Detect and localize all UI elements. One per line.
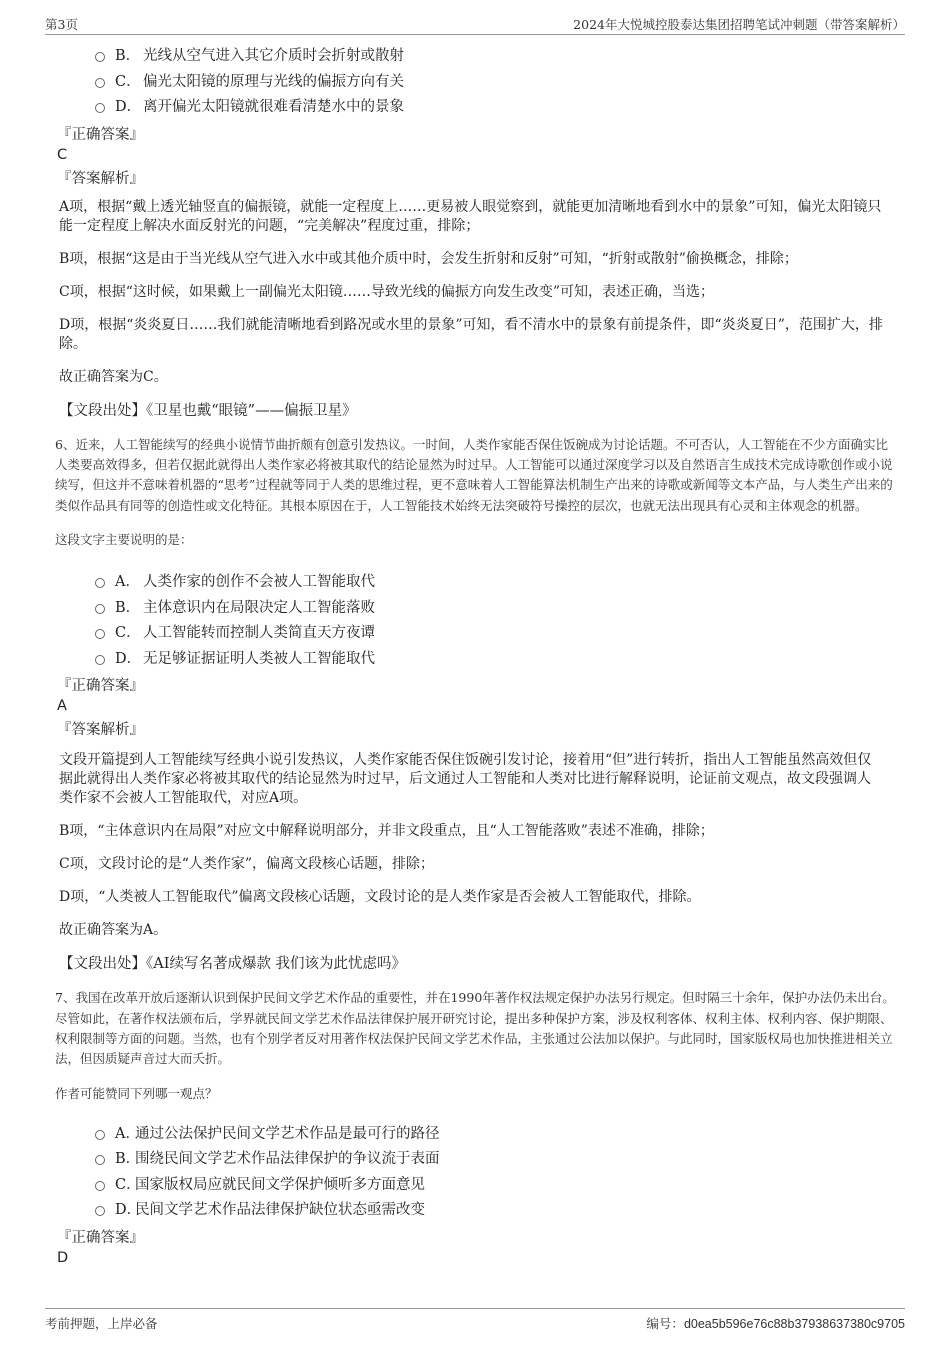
q5-analysis-b: B项，根据“这是由于当光线从空气进入水中或其他介质中时，会发生折射和反射”可知，“折射或散射”偷换概念，排除；	[59, 250, 798, 267]
q7-option-b[interactable]: B． 围绕民间文学艺术作品法律保护的争议流于表面	[95, 1147, 900, 1173]
q6-answer: A	[57, 698, 67, 715]
q6-option-a[interactable]: A． 人类作家的创作不会被人工智能取代	[95, 570, 900, 596]
q6-analysis-b: B项，“主体意识内在局限”对应文中解释说明部分，并非文段重点，且“人工智能落败”表述不准确，排除；	[59, 823, 714, 840]
q6-option-c[interactable]: C． 人工智能转而控制人类简直天方夜谭	[95, 621, 900, 647]
q7-option-c[interactable]: C． 国家版权局应就民间文学保护倾听多方面意见	[95, 1173, 900, 1199]
radio-button-icon[interactable]	[95, 629, 105, 639]
document-code: 编号：d0ea5b596e76c88b37938637380c9705	[646, 1316, 905, 1331]
radio-button-icon[interactable]	[95, 1181, 105, 1191]
radio-button-icon[interactable]	[95, 655, 105, 665]
radio-button-icon[interactable]	[95, 1206, 105, 1216]
radio-button-icon[interactable]	[95, 103, 105, 113]
radio-button-icon[interactable]	[95, 1155, 105, 1165]
q6-options	[95, 570, 900, 672]
radio-button-icon[interactable]	[95, 1130, 105, 1140]
document-body	[55, 44, 900, 1268]
q6-analysis-main: 文段开篇提到人工智能续写经典小说引发热议，人类作家能否保住饭碗引发讨论，接着用“但”进行转折，指出人工智能虽然高效但仅据此就得出人类作家必将被其取代的结论显然为时过早，后文通过人工智能和人类对比进行解释说明，论证前文观点，故文段强调人类作家不会被人工智能取代，对应A项。	[59, 752, 872, 807]
q7-option-a[interactable]: A． 通过公法保护民间文学艺术作品是最可行的路径	[95, 1122, 900, 1148]
q7-option-d[interactable]: D． 民间文学艺术作品法律保护缺位状态亟需改变	[95, 1198, 900, 1224]
q5-option-d[interactable]: D． 离开偏光太阳镜就很难看清楚水中的景象	[95, 95, 900, 121]
page-number: 第3页	[45, 17, 78, 32]
page-header	[45, 12, 905, 35]
q5-option-b[interactable]: B． 光线从空气进入其它介质时会折射或散射	[95, 44, 900, 70]
q6-question: 6、近来，人工智能续写的经典小说情节曲折颇有创意引发热议。一时间，人类作家能否保住饭碗成为讨论话题。不可否认，人工智能在不少方面确实比人类要高效得多，但若仅据此就得出人类作家必将被其取代的结论显然为时过早。人工智能可以通过深度学习以及自然语言生成技术完成诗歌创作或小说续写，但这并不意味着机器的“思考”过程就等同于人类的思维过程，更不意味着人工智能算法机制生产出来的诗歌或新闻等文本产品，与人类生产出来的类似作品具有同等的创造性或文化特征。其根本原因在于，人工智能技术始终无法突破符号操控的层次，也就无法出现具有心灵和主体观念的机器。	[55, 436, 893, 513]
q5-source: 【文段出处】《卫星也戴“眼镜”——偏振卫星》	[59, 402, 357, 419]
q6-option-b[interactable]: B． 主体意识内在局限决定人工智能落败	[95, 596, 900, 622]
radio-button-icon[interactable]	[95, 52, 105, 62]
q7-answer-label: 『正确答案』	[57, 1229, 144, 1246]
q7-prompt: 作者可能赞同下列哪一观点？	[55, 1085, 218, 1101]
q6-analysis-d: D项，“人类被人工智能取代”偏离文段核心话题，文段讨论的是人类作家是否会被人工智能取代，排除。	[59, 889, 701, 906]
q6-analysis-c: C项，文段讨论的是“人类作家”，偏离文段核心话题，排除；	[59, 856, 435, 873]
q7-answer: D	[57, 1249, 69, 1266]
q5-analysis-d: D项，根据“炎炎夏日……我们就能清晰地看到路况或水里的景象”可知，看不清水中的景象有前提条件，即“炎炎夏日”，范围扩大，排除。	[59, 316, 883, 352]
q6-source: 【文段出处】《AI续写名著成爆款 我们该为此忧虑吗》	[59, 956, 407, 973]
radio-button-icon[interactable]	[95, 78, 105, 88]
q6-option-d[interactable]: D． 无足够证据证明人类被人工智能取代	[95, 647, 900, 673]
page-footer	[45, 1308, 905, 1339]
q5-option-c[interactable]: C． 偏光太阳镜的原理与光线的偏振方向有关	[95, 70, 900, 96]
q6-prompt: 这段文字主要说明的是：	[55, 531, 193, 547]
q5-options	[95, 44, 900, 121]
q5-conclusion: 故正确答案为C。	[59, 368, 168, 385]
q5-analysis-a: A项，根据“戴上透光轴竖直的偏振镜，就能一定程度上……更易被人眼觉察到，就能更加清晰地看到水中的景象”可知，偏光太阳镜只能一定程度上解决水面反射光的问题，“完美解决”程度过重，排除；	[59, 198, 882, 234]
q5-answer-label: 『正确答案』	[57, 126, 144, 143]
radio-button-icon[interactable]	[95, 578, 105, 588]
q7-options	[95, 1122, 900, 1224]
q5-analysis-c: C项，根据“这时候，如果戴上一副偏光太阳镜……导致光线的偏振方向发生改变”可知，表述正确，当选；	[59, 283, 715, 300]
q6-answer-label: 『正确答案』	[57, 678, 144, 695]
q6-conclusion: 故正确答案为A。	[59, 922, 168, 939]
q5-answer: C	[57, 146, 68, 163]
radio-button-icon[interactable]	[95, 604, 105, 614]
q7-question: 7、我国在改革开放后逐渐认识到保护民间文学艺术作品的重要性，并在1990年著作权法规定保护办法另行规定。但时隔三十余年，保护办法仍未出台。尽管如此，在著作权法颁布后，学界就民间文学艺术作品法律保护展开研究讨论，提出多种保护方案，涉及权利客体、权利主体、权利内容、保护期限、权利限制等方面的问题。当然，也有个别学者反对用著作权法保护民间文学艺术作品，主张通过公法加以保护。与此同时，国家版权局也加快推进相关立法，但因质疑声音过大而夭折。	[55, 990, 895, 1067]
q5-analysis-label: 『答案解析』	[57, 170, 144, 187]
q6-analysis-label: 『答案解析』	[57, 722, 144, 739]
document-title: 2024年大悦城控股泰达集团招聘笔试冲刺题（带答案解析）	[573, 17, 905, 32]
footer-slogan: 考前押题，上岸必备	[45, 1316, 158, 1331]
